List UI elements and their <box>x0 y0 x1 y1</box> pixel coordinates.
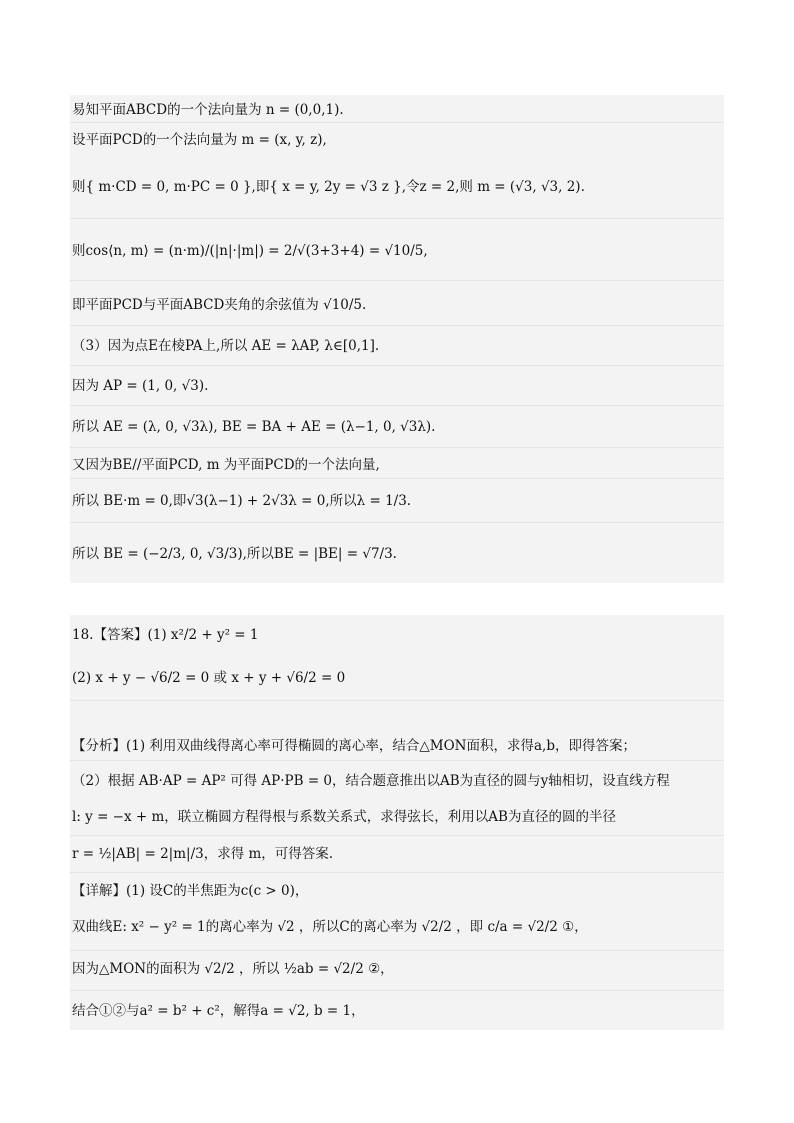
divider <box>70 478 724 479</box>
divider <box>70 700 724 701</box>
text-line: 易知平面ABCD的一个法向量为 n = (0,0,1). <box>72 102 344 118</box>
divider <box>70 835 724 836</box>
divider <box>70 365 724 366</box>
text-line: 设平面PCD的一个法向量为 m = (x, y, z), <box>72 132 327 148</box>
text-line: 即平面PCD与平面ABCD夹角的余弦值为 √10/5. <box>72 297 367 313</box>
analysis-line: 【分析】(1) 利用双曲线得离心率可得椭圆的离心率，结合△MON面积，求得a,b，即得答案； <box>72 738 636 754</box>
text-line: 所以 AE = (λ, 0, √3λ), BE = BA + AE = (λ−1, 0, √3λ). <box>72 419 436 435</box>
detail-line: 双曲线E: x² − y² = 1的离心率为 √2 ，所以C的离心率为 √2/2 ，即 c/a = √2/2 ①， <box>72 919 588 935</box>
text-line: 则cos⟨n, m⟩ = (n·m)/(|n|·|m|) = 2/√(3+3+4) = √10/5, <box>72 243 428 259</box>
divider <box>70 405 724 406</box>
answer-line: 18.【答案】(1) x²/2 + y² = 1 <box>72 627 259 643</box>
divider <box>70 522 724 523</box>
divider <box>70 950 724 951</box>
divider <box>70 325 724 326</box>
divider <box>70 122 724 123</box>
divider <box>70 990 724 991</box>
text-line: 所以 BE = (−2/3, 0, √3/3),所以BE = |BE| = √7/3. <box>72 546 397 562</box>
analysis-line: l: y = −x + m，联立椭圆方程得根与系数关系式，求得弦长，利用以AB为直径的圆的半径 <box>72 809 616 825</box>
text-line: 又因为BE//平面PCD, m 为平面PCD的一个法向量, <box>72 457 380 473</box>
answer-line: (2) x + y − √6/2 = 0 或 x + y + √6/2 = 0 <box>72 670 346 686</box>
divider <box>70 872 724 873</box>
text-line: 所以 BE·m = 0,即√3(λ−1) + 2√3λ = 0,所以λ = 1/3. <box>72 493 412 509</box>
detail-line: 【详解】(1) 设C的半焦距为c(c > 0)， <box>72 883 309 899</box>
detail-line: 因为△MON的面积为 √2/2 ，所以 ½ab = √2/2 ②， <box>72 961 394 977</box>
divider <box>70 218 724 219</box>
text-line: 因为 AP = (1, 0, √3). <box>72 378 209 394</box>
analysis-line: （2）根据 AB·AP = AP² 可得 AP·PB = 0，结合题意推出以AB为直径的圆与y轴相切，设直线方程 <box>72 773 670 789</box>
divider <box>70 760 724 761</box>
text-line: （3）因为点E在棱PA上,所以 AE = λAP, λ∈[0,1]. <box>72 338 380 354</box>
analysis-line: r = ½|AB| = 2|m|/3，求得 m，可得答案. <box>72 846 334 862</box>
divider <box>70 280 724 281</box>
detail-line: 结合①②与a² = b² + c²，解得a = √2, b = 1， <box>72 1003 365 1019</box>
text-line: 则{ m·CD = 0, m·PC = 0 },即{ x = y, 2y = √3 z },令z = 2,则 m = (√3, √3, 2). <box>72 179 585 195</box>
divider <box>70 447 724 448</box>
